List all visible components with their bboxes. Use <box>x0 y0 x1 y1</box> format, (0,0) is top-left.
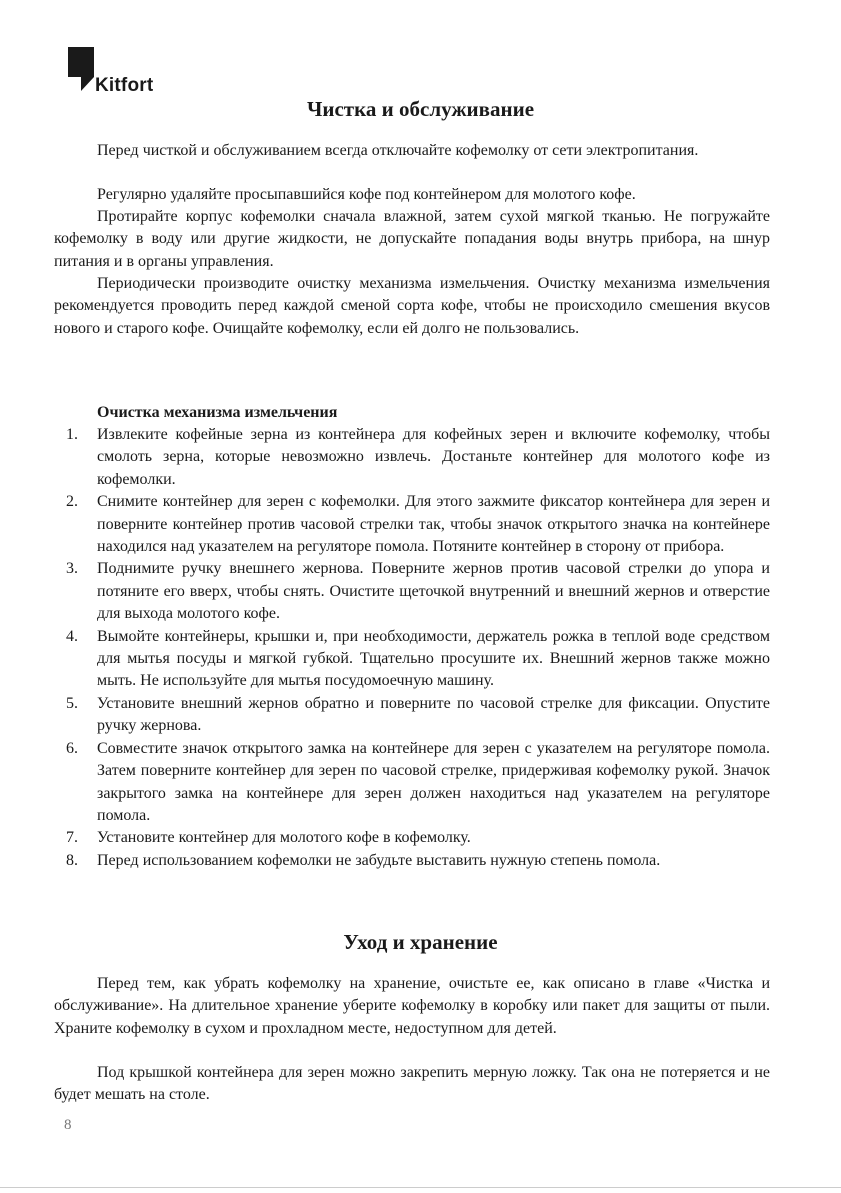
step-text: Вымойте контейнеры, крышки и, при необходимости, держатель рожка в теплой воде средством для мытья посуды и мягкой губкой. Тщательно просушите их. Внешний жернов также можно мыть. Не используйте для мытья посудомоечную машину. <box>97 627 770 690</box>
step-text: Перед использованием кофемолки не забудьте выставить нужную степень помола. <box>97 851 661 869</box>
step-text: Установите контейнер для молотого кофе в кофемолку. <box>97 829 471 847</box>
paragraph: Перед тем, как убрать кофемолку на хранение, очистьте ее, как описано в главе «Чистка и обслуживание». На длительное хранение уберите кофемолку в коробку или пакет для защиты от пыли. Храните кофемолку в сухом и прохладном месте, недоступном для детей. <box>54 975 770 1037</box>
cleaning-steps-list <box>54 424 770 872</box>
step-text: Снимите контейнер для зерен с кофемолки. Для этого зажмите фиксатор контейнера для зерен и поверните контейнер против часовой стрелки так, чтобы значок открытого значка на контейнере находился над указателем на регуляторе помола. Потяните контейнер в сторону от прибора. <box>97 493 770 556</box>
page-number: 8 <box>64 1117 72 1133</box>
list-item <box>54 693 770 738</box>
step-number: 7. <box>66 829 78 847</box>
list-item <box>54 626 770 693</box>
step-text: Поднимите ручку внешнего жернова. Поверните жернов против часовой стрелки до упора и потяните его вверх, чтобы снять. Очистите щеточкой внутренний и внешний жернов и отверстие для выхода молотого кофе. <box>97 560 770 623</box>
step-text: Совместите значок открытого замка на контейнере для зерен с указателем на регуляторе помола. Затем поверните контейнер для зерен по часовой стрелке, придерживая кофемолку рукой. Значок закрытого замка на контейнере для зерен должен находиться над указателем на регуляторе помола. <box>97 739 770 824</box>
paragraph: Протирайте корпус кофемолки сначала влажной, затем сухой мягкой тканью. Не погружайте кофемолку в воду или другие жидкости, не допускайте попадания воды внутрь прибора, на шнур питания и в органы управления. <box>54 208 770 270</box>
paragraph: Под крышкой контейнера для зерен можно закрепить мерную ложку. Так она не потеряется и не будет мешать на столе. <box>54 1064 770 1104</box>
section-title-care-storage: Уход и хранение <box>343 930 498 954</box>
list-item <box>54 558 770 625</box>
step-number: 5. <box>66 694 78 712</box>
paragraph: Регулярно удаляйте просыпавшийся кофе под контейнером для молотого кофе. <box>97 186 636 203</box>
paragraph: Перед чисткой и обслуживанием всегда отключайте кофемолку от сети электропитания. <box>97 142 699 159</box>
list-item <box>54 491 770 558</box>
step-number: 3. <box>66 560 78 578</box>
step-number: 6. <box>66 739 78 757</box>
step-text: Извлеките кофейные зерна из контейнера для кофейных зерен и включите кофемолку, чтобы смолоть зерна, которые невозможно извлечь. Достаньте контейнер для молотого кофе из кофемолки. <box>97 426 770 488</box>
kitfort-logo-mark-icon <box>68 47 94 91</box>
step-number: 1. <box>66 426 78 443</box>
step-number: 8. <box>66 851 78 869</box>
list-item <box>54 850 770 872</box>
subsection-title: Очистка механизма измельчения <box>97 404 338 421</box>
logo-text: Kitfort <box>95 75 154 96</box>
step-number: 4. <box>66 627 78 645</box>
page-bottom-divider <box>0 1187 841 1188</box>
section-title-cleaning: Чистка и обслуживание <box>306 97 535 121</box>
paragraph: Периодически производите очистку механизма измельчения. Очистку механизма измельчения рекомендуется проводить перед каждой сменой сорта кофе, чтобы не происходило смешения вкусов нового и старого кофе. Очищайте кофемолку, если ей долго не пользовались. <box>54 275 770 337</box>
step-number: 2. <box>66 493 78 511</box>
list-item <box>54 738 770 828</box>
kitfort-logo <box>68 47 188 97</box>
step-text: Установите внешний жернов обратно и поверните по часовой стрелке для фиксации. Опустите ручку жернова. <box>97 694 770 735</box>
list-item <box>54 424 770 491</box>
list-item <box>54 827 770 849</box>
